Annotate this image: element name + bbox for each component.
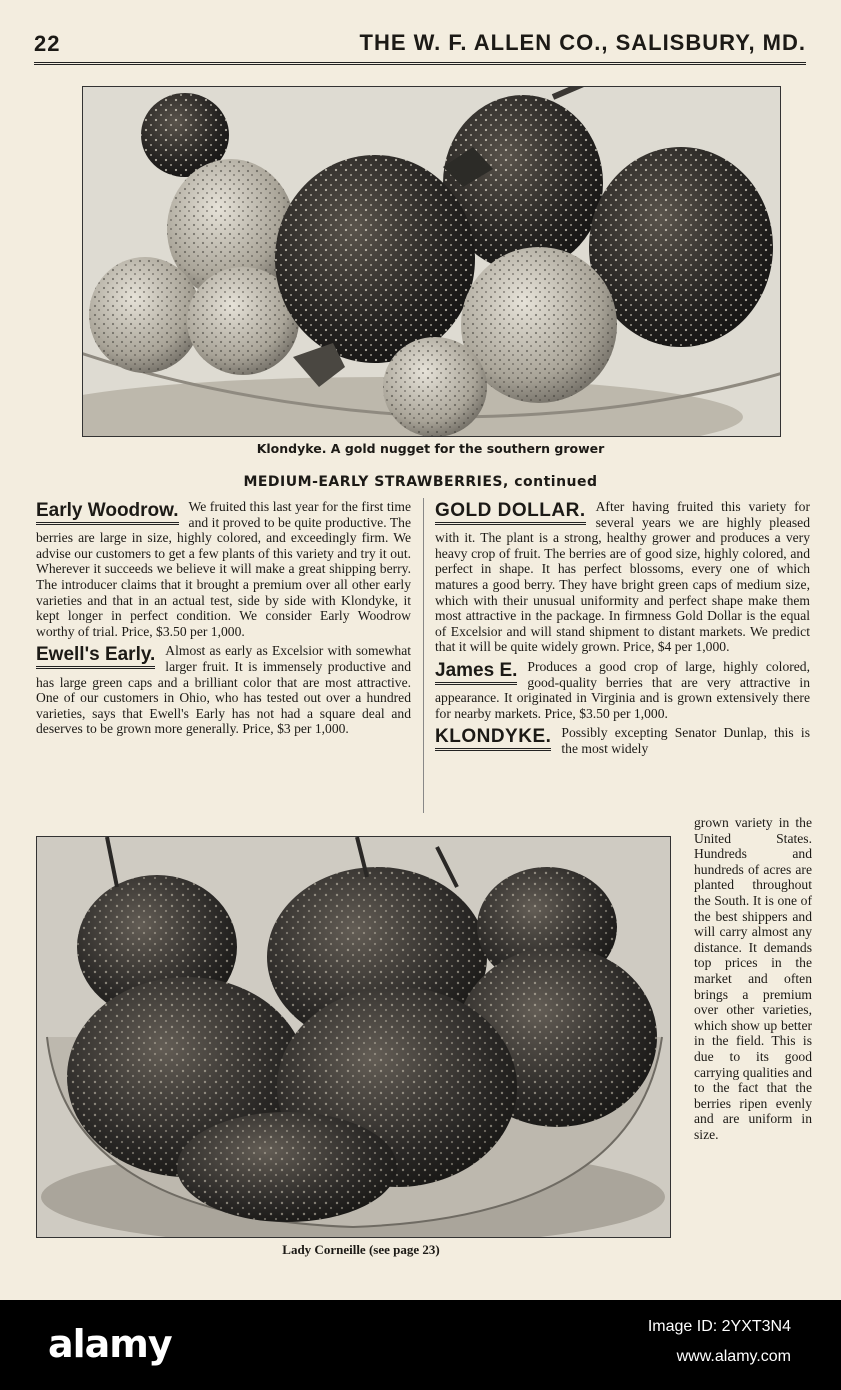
- stock-brand-logo: alamy: [48, 1322, 172, 1366]
- entry-early-woodrow: [36, 499, 411, 639]
- left-column: [36, 499, 411, 741]
- early-woodrow-description: We fruited this last year for the first time and it proved to be quite productive. The berries are large in size, highly colored, and exceedingly firm. We advise our customers to get a few plants of this variety and try it out. Wherever it succeeds we believe it will make a great shipping berry. The introducer claims that it brought a premium over all other early varieties and that in an actual test, side by side with Klondyke, it kept longer in perfect condition. We consider Early Woodrow worthy of trial. Price, $3.50 per 1,000.: [36, 499, 411, 639]
- klondyke-photo: [82, 86, 781, 437]
- variety-name-early-woodrow: Early Woodrow.: [36, 501, 179, 525]
- stock-watermark-bar: [0, 1300, 841, 1390]
- entry-gold-dollar: [435, 499, 810, 655]
- lady-corneille-photo: [36, 836, 671, 1238]
- variety-name-gold-dollar: GOLD DOLLAR.: [435, 501, 586, 525]
- top-photo-caption: Klondyke. A gold nugget for the southern grower: [256, 441, 605, 456]
- page-number: 22: [34, 31, 61, 56]
- company-name: THE W. F. ALLEN CO., SALISBURY, MD.: [359, 30, 806, 55]
- entry-ewells-early: [36, 643, 411, 737]
- page-header: [34, 26, 806, 65]
- berry-bowl-illustration: [37, 837, 670, 1237]
- variety-name-ewells-early: Ewell's Early.: [36, 645, 155, 669]
- right-column: [435, 499, 810, 761]
- strawberry-illustration: [83, 87, 780, 436]
- james-e-description: Produces a good crop of large, highly colored, good-quality berries that are very attractive in appearance. It originated in Virginia and is grown extensively there for nearby markets. Price, $3.50 per 1,000.: [435, 658, 810, 721]
- gold-dollar-description: After having fruited this variety for several years we are highly pleased with it. The plant is a strong, healthy grower and produces a very heavy crop of fruit. The berries are of good size, highly colored, and perfect in shape. It has perfect blossoms, every one of which matures a good berry. They have bright green caps of medium size, which with their unusual uniformity and perfect shape make them most attractive in the package. In firmness Gold Dollar is the equal of Excelsior and will stand shipment to distant markets. We predict that it will be quite widely grown. Price, $4 per 1,000.: [435, 499, 810, 655]
- column-divider: [423, 498, 424, 813]
- entry-james-e: [435, 659, 810, 721]
- klondyke-description-top: Possibly excepting Senator Dunlap, this is the most widely: [561, 725, 810, 756]
- stock-image-id: Image ID: 2YXT3N4: [647, 1318, 791, 1335]
- stock-url: www.alamy.com: [676, 1348, 791, 1365]
- variety-name-james-e: James E.: [435, 661, 517, 685]
- variety-name-klondyke: KLONDYKE.: [435, 727, 551, 751]
- klondyke-description-side: grown variety in the United States. Hundreds and hundreds of acres are planted throughout the South. It is one of the best shippers and will carry almost any distance. It demands top prices in the market and often brings a premium over other varieties, which show up better in the field. This is due to its good carrying qualities and to the fact that the berries ripen evenly and are uniform in size.: [694, 815, 812, 1142]
- bottom-photo-caption: Lady Corneille (see page 23): [282, 1242, 440, 1257]
- ewells-early-description: Almost as early as Excelsior with somewhat larger fruit. It is immensely productive and has large green caps and a brilliant color that are most attractive. One of our customers in Ohio, who has tested out over a hundred varieties, says that Ewell's Early has not had a square deal and deserves to be grown more generally. Price, $3 per 1,000.: [36, 643, 411, 737]
- entry-klondyke: [435, 725, 810, 756]
- section-heading: MEDIUM-EARLY STRAWBERRIES, continued: [243, 474, 598, 490]
